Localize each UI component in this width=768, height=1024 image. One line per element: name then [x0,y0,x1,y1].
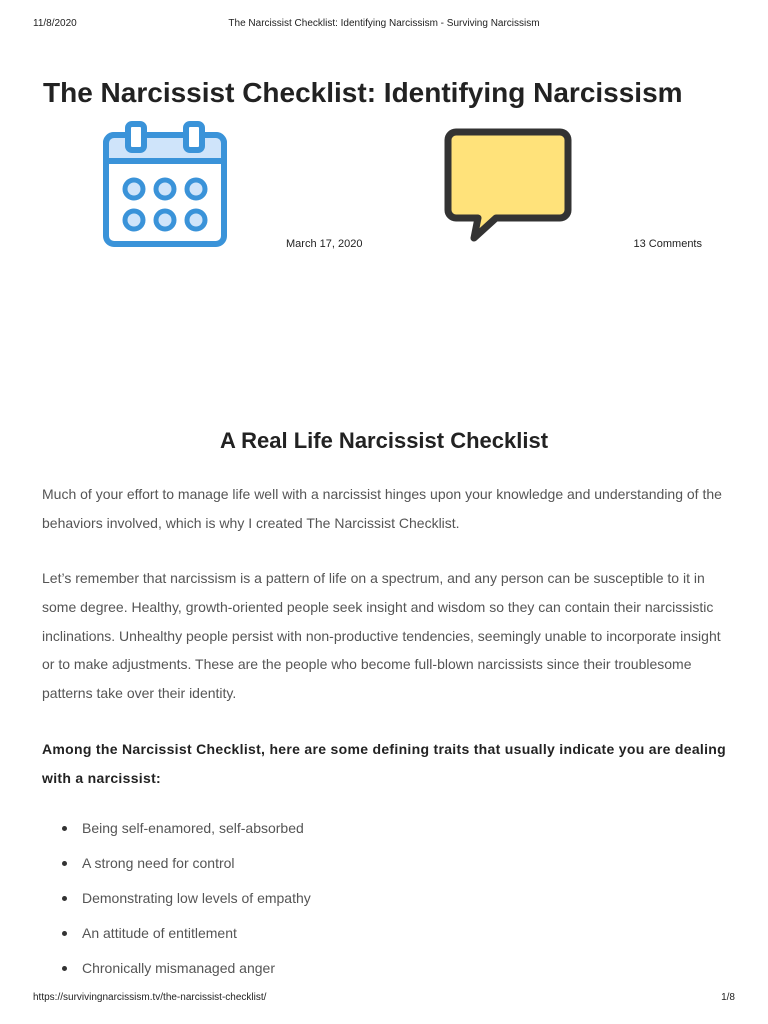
page-number: 1/8 [721,992,735,1003]
list-item [42,849,311,884]
intro-paragraph: Much of your effort to manage life well with a narcissist hinges upon your knowledge and understanding of the behaviors involved, which is why I created The Narcissist Checklist. [42,486,722,531]
post-date: March 17, 2020 [286,238,363,250]
bullet-icon [62,861,67,866]
print-footer [0,992,768,1006]
bullet-icon [62,931,67,936]
bullet-icon [62,896,67,901]
trait-text: A strong need for control [82,855,235,871]
spectrum-paragraph: Let’s remember that narcissism is a pattern of life on a spectrum, and any person can be susceptible to it in some degree. Healthy, growth-oriented people seek insight and wisdom so they can contain their narcissistic inclinations. Unhealthy people persist with non-productive tendencies, seemingly unable to incorporate insight or to make adjustments. These are the people who become full-blown narcissists since their troublesome patterns take over their identity. [42,570,721,702]
section-heading: A Real Life Narcissist Checklist [219,428,549,453]
bullet-icon [62,826,67,831]
print-page-title: The Narcissist Checklist: Identifying Narcissism - Surviving Narcissism [228,18,540,29]
trait-text: An attitude of entitlement [82,925,237,941]
traits-intro-paragraph: Among the Narcissist Checklist, here are some defining traits that usually indicate you are dealing with a narcissist: [42,741,726,786]
comment-count[interactable]: 13 Comments [633,238,702,250]
speech-bubble-icon [444,128,572,242]
trait-text: Demonstrating low levels of empathy [82,890,311,906]
print-header [0,18,768,32]
traits-list [42,814,311,989]
bullet-icon [62,966,67,971]
print-date: 11/8/2020 [33,18,77,29]
list-item [42,884,311,919]
list-item [42,919,311,954]
page-title: The Narcissist Checklist: Identifying Narcissism [43,77,683,108]
trait-text: Chronically mismanaged anger [82,960,275,976]
list-item [42,954,311,989]
page-url[interactable]: https://survivingnarcissism.tv/the-narcissist-checklist/ [33,992,267,1003]
calendar-icon [102,121,228,249]
trait-text: Being self-enamored, self-absorbed [82,820,304,836]
list-item [42,814,311,849]
